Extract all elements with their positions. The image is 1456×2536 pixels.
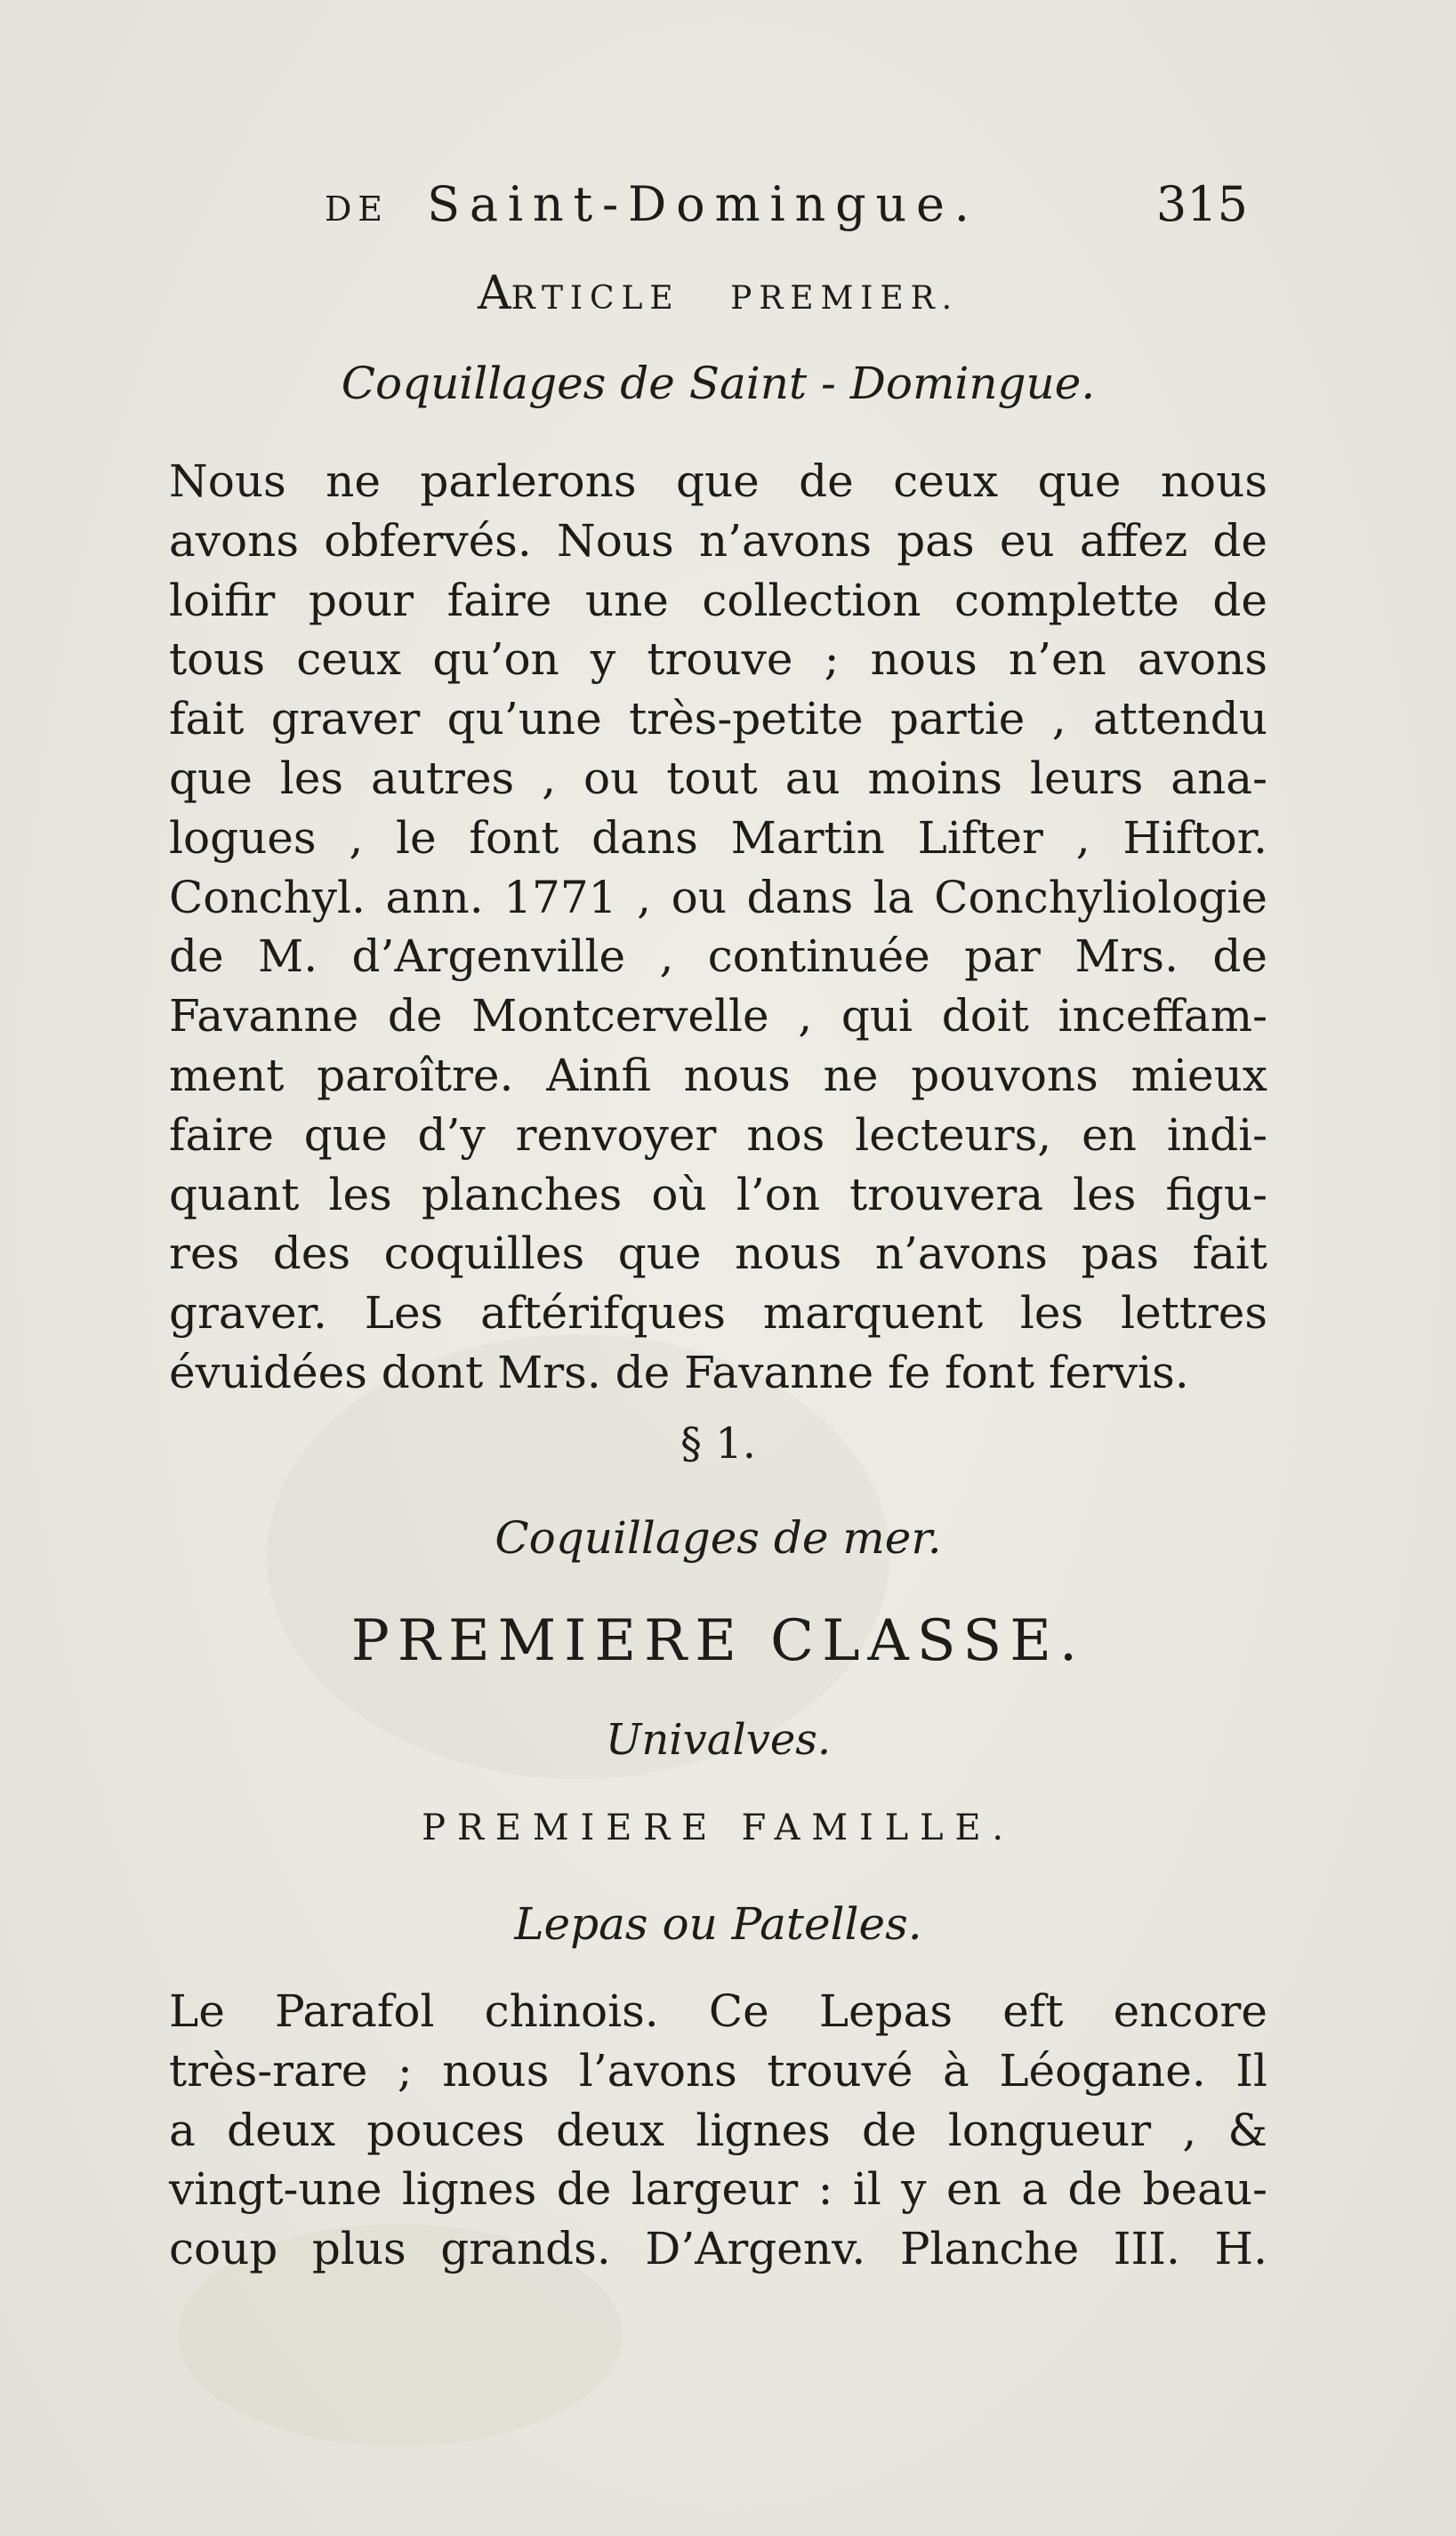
text-line: res des coquilles que nous n’avons pas fait bbox=[169, 1228, 1267, 1280]
text-line: de M. d’Argenville , continuée par Mrs. de bbox=[169, 930, 1267, 983]
text-line: graver. Les aftérifques marquent les lettres bbox=[169, 1287, 1267, 1340]
text-line: évuidées dont Mrs. de Favanne fe font fervis. bbox=[169, 1346, 1189, 1398]
text-line: loifir pour faire une collection complette de bbox=[169, 574, 1267, 626]
text-line: faire que d’y renvoyer nos lecteurs, en indi- bbox=[169, 1108, 1267, 1161]
text-line: Favanne de Montcervelle , qui doit inceffam- bbox=[169, 990, 1267, 1043]
text-line: ment paroître. Ainfi nous ne pouvons mieux bbox=[169, 1049, 1267, 1101]
text-line: logues , le font dans Martin Lifter , Hiftor. bbox=[169, 811, 1267, 864]
running-head bbox=[169, 176, 1267, 238]
section-title: Coquillages de mer. bbox=[495, 1512, 942, 1564]
text-line: Le Parafol chinois. Ce Lepas eft encore bbox=[169, 1985, 1267, 2037]
famille-subtitle: Lepas ou Patelles. bbox=[514, 1898, 922, 1950]
classe-heading: PREMIERE CLASSE. bbox=[350, 1608, 1086, 1674]
text-line: tous ceux qu’on y trouve ; nous n’en avons bbox=[169, 633, 1267, 686]
text-line: vingt-une lignes de largeur : il y en a de beau- bbox=[169, 2163, 1267, 2216]
text-line: Nous ne parlerons que de ceux que nous bbox=[169, 455, 1267, 507]
text-line: a deux pouces deux lignes de longueur , & bbox=[169, 2104, 1267, 2156]
text-line: que les autres , ou tout au moins leurs ana- bbox=[169, 752, 1267, 804]
text-line: avons obfervés. Nous n’avons pas eu affez de bbox=[169, 514, 1267, 567]
article-heading-second: PREMIER. bbox=[730, 280, 959, 317]
text-line: très-rare ; nous l’avons trouvé à Léogane. Il bbox=[169, 2044, 1267, 2097]
article-heading-rest: RTICLE bbox=[511, 280, 680, 317]
article-subtitle: Coquillages de Saint - Domingue. bbox=[341, 358, 1096, 409]
text-line: quant les planches où l’on trouvera les figu- bbox=[169, 1168, 1267, 1220]
section-mark: § 1. bbox=[680, 1419, 757, 1469]
article-heading bbox=[169, 267, 1267, 320]
paragraph-2 bbox=[169, 1982, 1267, 2279]
text-line: fait graver qu’une très-petite partie , attendu bbox=[169, 693, 1267, 745]
text-line: Conchyl. ann. 1771 , ou dans la Conchyliologie bbox=[169, 871, 1267, 923]
article-heading-initial: A bbox=[478, 267, 511, 320]
running-head-title: Saint-Domingue. bbox=[427, 176, 979, 232]
running-head-de: DE bbox=[325, 189, 389, 229]
page-number: 315 bbox=[1155, 176, 1248, 232]
text-line: coup plus grands. D’Argenv. Planche III. H. bbox=[169, 2223, 1267, 2275]
paragraph-1 bbox=[169, 452, 1267, 1403]
famille-heading: PREMIERE FAMILLE. bbox=[422, 1807, 1015, 1848]
classe-subtitle: Univalves. bbox=[605, 1715, 832, 1765]
